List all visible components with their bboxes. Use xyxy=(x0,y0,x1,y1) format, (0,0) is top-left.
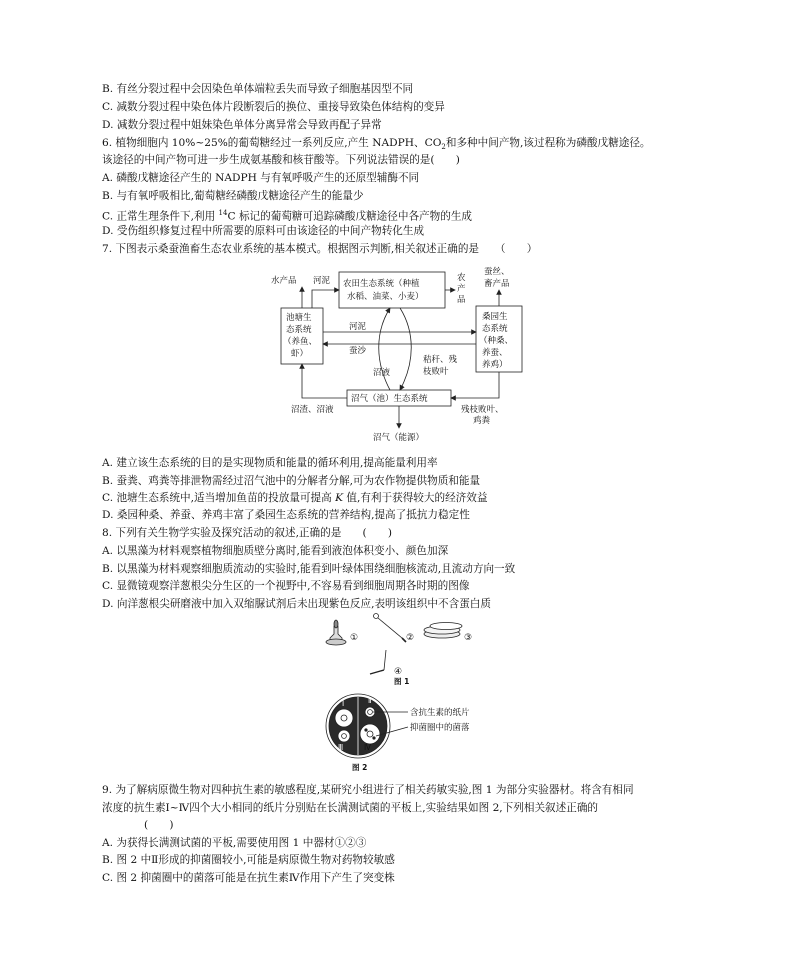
paper-disc-3 xyxy=(342,734,347,739)
fig1-number-4: ④ xyxy=(394,667,403,677)
fig2-roman-2: Ⅱ xyxy=(368,696,372,705)
paper-disc-2 xyxy=(368,710,373,715)
paper-disc-4 xyxy=(367,731,373,737)
q8-option-c: C. 显微镜观察洋葱根尖分生区的一个视野中,不容易看到细胞周期各时期的图像 xyxy=(102,580,470,592)
mulberry-label-5: 养鸡） xyxy=(482,360,508,370)
q9-option-a: A. 为获得长满测试菌的平板,需要使用图 1 中器材①②③ xyxy=(102,837,367,849)
q6-stem-line2: 该途径的中间产物可进一步生成氨基酸和核苷酸等。下列说法错误的是( ) xyxy=(102,154,460,166)
farmland-box xyxy=(339,272,445,308)
q8-option-d: D. 向洋葱根尖研磨液中加入双缩脲试剂后未出现紫色反应,表明该组织中不含蛋白质 xyxy=(102,598,491,610)
fig2-roman-3: Ⅲ xyxy=(338,743,344,752)
biogas-system-label: 沼气（池）生态系统 xyxy=(351,394,428,404)
spreader-icon xyxy=(370,650,386,674)
q7-option-a: A. 建立该生态系统的目的是实现物质和能量的循环利用,提高能量利用率 xyxy=(102,457,438,469)
biogas-energy-label: 沼气（能源） xyxy=(373,433,425,443)
river-mud-mid-label: 河泥 xyxy=(349,322,367,332)
q7-option-d: D. 桑园种桑、养蚕、养鸡丰富了桑园生态系统的营养结构,提高了抵抗力稳定性 xyxy=(102,509,470,521)
q7-stem: 7. 下图表示桑蚕渔畜生态农业系统的基本模式。根据图示判断,相关叙述正确的是 （ ） xyxy=(102,243,538,255)
fig1-caption: 图 1 xyxy=(394,677,410,686)
alcohol-lamp-icon xyxy=(326,620,346,645)
biogas-liquid-label: 沼液 xyxy=(373,368,391,378)
fig2-roman-4: Ⅳ xyxy=(364,743,371,752)
figure-1-equipment xyxy=(320,612,490,690)
q6-option-b: B. 与有氧呼吸相比,葡萄糖经磷酸戊糖途径产生的能量少 xyxy=(102,190,364,202)
q6-option-d: D. 受伤组织修复过程中所需要的原料可由该途径的中间产物转化生成 xyxy=(102,225,425,237)
q8-option-b: B. 以黑藻为材料观察细胞质流动的实验时,能看到叶绿体围绕细胞核流动,且流动方向一致 xyxy=(102,563,516,575)
silkworm-products-2: 畜产品 xyxy=(484,279,510,289)
paper-disc-1 xyxy=(341,715,347,721)
fig1-number-1: ① xyxy=(350,633,359,643)
fig1-number-3: ③ xyxy=(464,633,473,643)
mulberry-label-1: 桑园生 xyxy=(482,312,508,322)
q9-option-b: B. 图 2 中Ⅱ形成的抑菌圈较小,可能是病原微生物对药物较敏感 xyxy=(102,854,395,866)
mulberry-label-4: 养蚕、 xyxy=(482,348,508,358)
q6-option-c: C. 正常生理条件下,利用 $^{14}$C 标记的葡萄糖可追踪磷酸戊糖途径中各产物的生成 xyxy=(102,209,473,223)
silkworm-products-1: 蚕丝、 xyxy=(484,267,510,277)
q9-stem-line1: 9. 为了解病原微生物对四种抗生素的敏感程度,某研究小组进行了相关药敏实验,图 1 为部分实验器材。将含有相同 xyxy=(102,784,634,796)
pond-label-2: 态系统 xyxy=(286,325,312,335)
aquatic-products-label: 水产品 xyxy=(271,276,297,286)
q9-option-c: C. 图 2 抑菌圈中的菌落可能是在抗生素Ⅳ作用下产生了突变株 xyxy=(102,872,395,884)
q8-option-a: A. 以黑藻为材料观察植物细胞质壁分离时,能看到液泡体积变小、颜色加深 xyxy=(102,545,449,557)
farmland-label-1: 农田生态系统（种植 xyxy=(343,279,420,289)
straw-label-1: 秸秆、残 xyxy=(423,355,458,365)
figure-2-plate xyxy=(324,692,534,772)
fig1-number-2: ② xyxy=(406,633,415,643)
straw-label-2: 枝败叶 xyxy=(423,367,449,377)
farm-products-1: 农 xyxy=(457,273,466,283)
mulberry-label-2: 态系统 xyxy=(482,324,508,334)
pond-label-3: （养鱼、 xyxy=(283,337,318,347)
mulberry-label-3: （种桑、 xyxy=(479,336,514,346)
q5-option-c: C. 减数分裂过程中染色体片段断裂后的换位、重接导致染色体结构的变异 xyxy=(102,101,445,113)
fig2-caption: 图 2 xyxy=(352,763,368,772)
fig2-roman-1: Ⅰ xyxy=(342,699,345,708)
fig2-label-colony: 抑菌圈中的菌落 xyxy=(410,723,470,733)
q5-option-b: B. 有丝分裂过程中会因染色单体端粒丢失而导致子细胞基因型不同 xyxy=(102,83,414,95)
biogas-residue-label: 沼渣、沼液 xyxy=(291,405,334,415)
petri-dish-icon xyxy=(424,623,462,639)
colony-dot-2 xyxy=(373,737,375,739)
river-mud-top-label: 河泥 xyxy=(313,276,331,286)
pond-label-4: 虾） xyxy=(291,349,309,359)
silkworm-sand-label: 蚕沙 xyxy=(349,346,367,356)
farmland-label-2: 水稻、油菜、小麦） xyxy=(347,292,424,302)
fig2-label-paper: 含抗生素的纸片 xyxy=(410,708,470,718)
ecosystem-diagram xyxy=(265,262,555,448)
q5-option-d: D. 减数分裂过程中姐妹染色单体分离异常会导致再配子异常 xyxy=(102,119,382,131)
residue-label-2: 鸡粪 xyxy=(473,416,491,426)
q7-option-c: C. 池塘生态系统中,适当增加鱼苗的投放量可提高 K 值,有利于获得较大的经济效益 xyxy=(102,492,488,504)
q7-option-b: B. 蚕粪、鸡粪等排泄物需经过沼气池中的分解者分解,可为农作物提供物质和能量 xyxy=(102,475,481,487)
q9-stem-line3: ( ) xyxy=(144,819,174,831)
pond-label-1: 池塘生 xyxy=(286,313,312,323)
residue-label-1: 残枝败叶、 xyxy=(461,405,504,415)
inoculation-loop-icon xyxy=(374,614,407,643)
farm-products-2: 产 xyxy=(457,284,466,294)
q9-stem-line2: 浓度的抗生素Ⅰ~Ⅳ四个大小相同的纸片分别贴在长满测试菌的平板上,实验结果如图 2,下列相关叙述正确的 xyxy=(102,802,599,814)
farm-products-3: 品 xyxy=(457,295,466,305)
q6-option-a: A. 磷酸戊糖途径产生的 NADPH 与有氧呼吸产生的还原型辅酶不同 xyxy=(102,172,420,184)
q8-stem: 8. 下列有关生物学实验及探究活动的叙述,正确的是 ( ) xyxy=(102,527,392,539)
q6-stem-line1: 6. 植物细胞内 10%~25%的葡萄糖经过一系列反应,产生 NADPH、$CO_2$和多种中间产物,该过程称为磷酸戊糖途径。 xyxy=(102,137,651,152)
colony-dot-1 xyxy=(365,729,367,731)
